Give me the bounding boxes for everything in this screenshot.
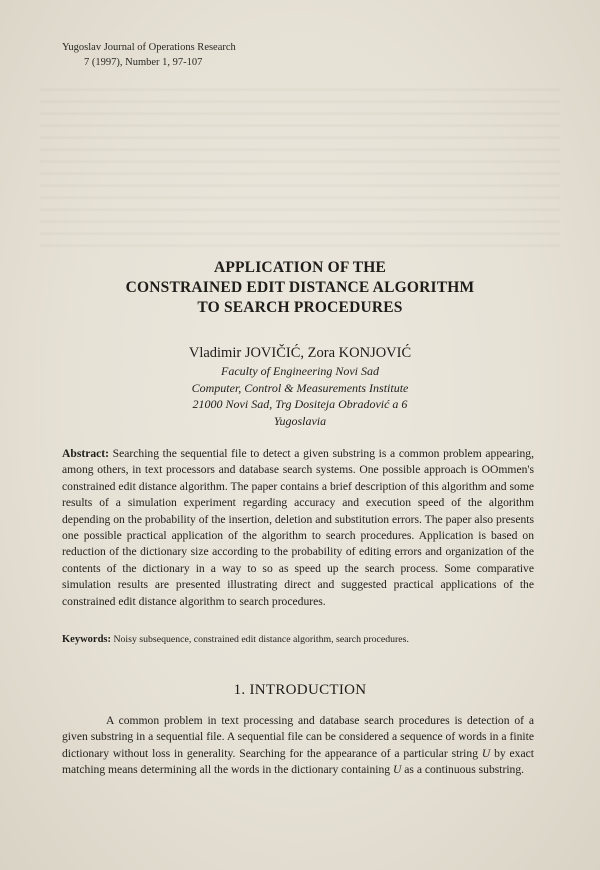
- keywords: [62, 633, 542, 647]
- title-line-2: CONSTRAINED EDIT DISTANCE ALGORITHM: [125, 279, 475, 296]
- intro-text-b: by exact matching means determining all the words in the dictionary containing: [62, 746, 534, 777]
- paper-title: [60, 258, 540, 318]
- keywords-colon: :: [107, 634, 111, 645]
- variable-u: U: [481, 746, 491, 760]
- journal-name: Yugoslav Journal of Operations Research: [62, 42, 236, 53]
- abstract-label: Abstract:: [62, 447, 110, 460]
- keywords-text: Noisy subsequence, constrained edit distance algorithm, search procedures.: [113, 634, 409, 645]
- journal-volume: 7 (1997), Number 1, 97-107: [84, 57, 203, 68]
- affiliation-line-1: Faculty of Engineering Novi Sad: [221, 364, 379, 378]
- abstract: [62, 446, 534, 610]
- affiliation-line-2: Computer, Control & Measurements Institute: [191, 380, 409, 395]
- section-heading: 1. INTRODUCTION: [233, 682, 367, 698]
- author-names: Vladimir JOVIČIĆ, Zora KONJOVIĆ: [188, 345, 412, 361]
- introduction-paragraph: [62, 713, 534, 779]
- affiliation-line-3: 21000 Novi Sad, Trg Dositeja Obradović a 6: [192, 397, 408, 411]
- journal-reference: [62, 40, 236, 70]
- affiliation: [60, 363, 540, 429]
- affiliation-line-4: Yugoslavia: [273, 413, 327, 428]
- bleed-through-texture: [40, 80, 560, 250]
- intro-text-a: A common problem in text processing and database search procedures is detection of a given substring in a sequential file. A sequential file can be considered a sequence of words in a finite dictionary without loss in generality. Searching for the appearance of a particular string: [62, 714, 534, 760]
- title-line-3: TO SEARCH PROCEDURES: [197, 299, 403, 316]
- keywords-label: Keywords: [62, 634, 108, 645]
- intro-text-c: as a continuous substring.: [401, 763, 525, 777]
- title-line-1: APPLICATION OF THE: [213, 259, 387, 276]
- abstract-text: Searching the sequential file to detect a given substring is a common problem appearing, among others, in text processors and database search systems. One possible approach is OOmmen's constrained edit distance algorithm. The paper contains a brief description of this algorithm and some results of a simulation experiment regarding accuracy and execution speed of the algorithm depending on the probability of the insertion, deletion and substitution errors. The paper also presents one possible practical application of the algorithm to search procedures. Application is based on reduction of the dictionary size according to the probability of editing errors and organization of the contents of the dictionary in a way to so as speed up the search process. Some comparative simulation results are presented illustrating direct and suggested practical applications of the constrained edit distance algorithm to search procedures.: [62, 447, 534, 608]
- variable-u: U: [392, 763, 402, 777]
